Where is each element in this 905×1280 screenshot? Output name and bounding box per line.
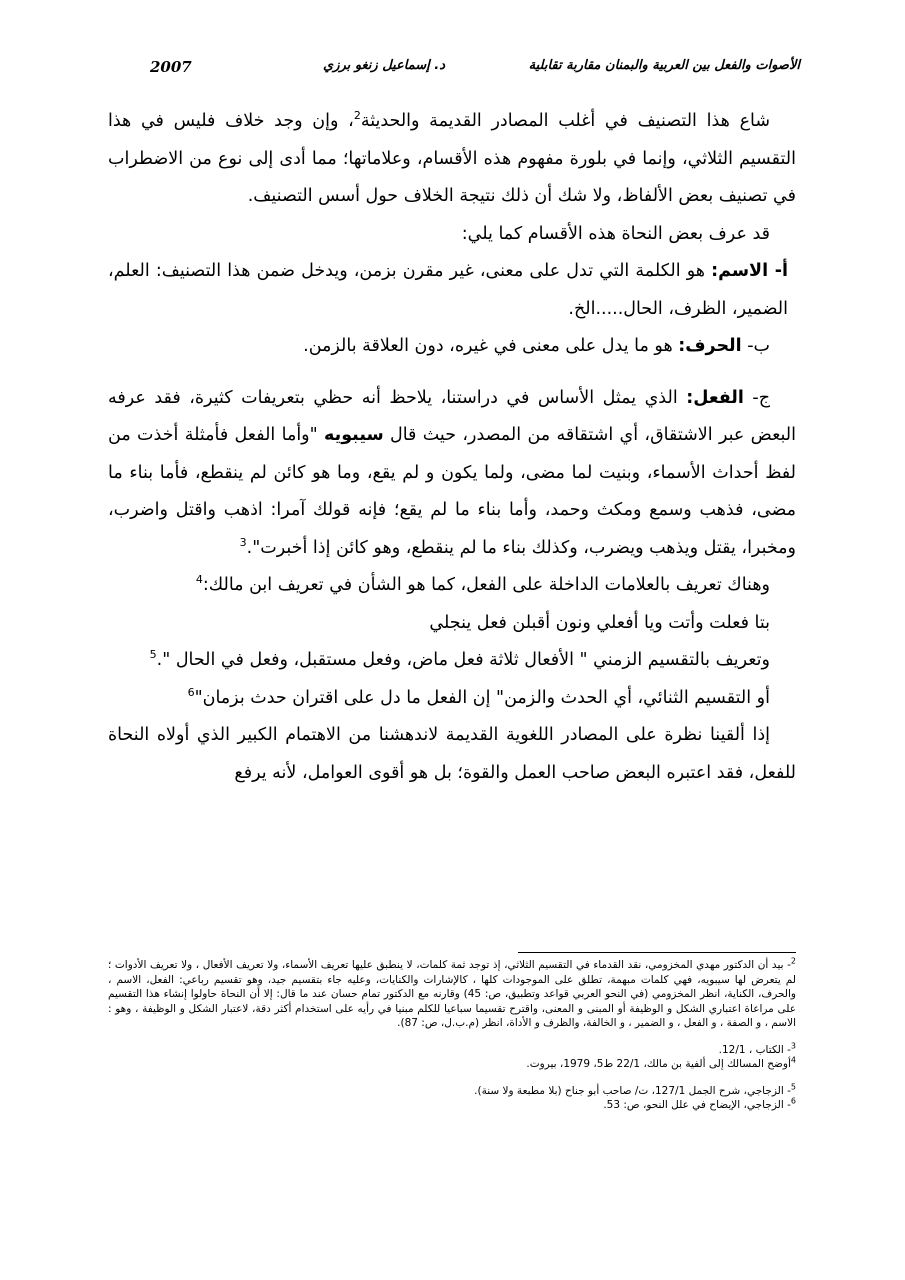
definition-verb: ج- الفعل: الذي يمثل الأساس في دراستنا، يلاحظ أنه حظي بتعريفات كثيرة، فقد عرفه البعض عبر الاشتقاق، أي اشتقاقه من المصدر، حيث قال سيبويه "وأما الفعل فأمثلة أخذت من لفظ أحداث الأسماء، وبنيت لما مضى، ولما يكون و لم يقع، وما هو كائن لم ينقطع، فأما بناء ما مضى، فذهب وسمع ومكث وحمد، وأما بناء ما لم يقع؛ فإنه قولك آمرا: اذهب واقتل واضرب، ومخبرا، يقتل ويذهب ويضرب، وكذلك بناء ما لم ينقطع، وهو كائن إذا أخبرت".$^3$ bbox=[108, 387, 796, 558]
header-year: 2007 bbox=[150, 58, 192, 76]
footnote-ref-4[interactable]: 4 bbox=[195, 573, 203, 587]
header-title: الأصوات والفعل بين العربية والبمنان مقاربة تقابلية bbox=[528, 58, 800, 73]
header-author: د. إسماعيل زنغو برزي bbox=[323, 58, 445, 73]
label-verb: الفعل: bbox=[686, 387, 744, 408]
verse-line: بتا فعلت وأتت ويا أفعلي ونون أقبلن فعل ينجلي bbox=[429, 612, 770, 633]
definition-particle: ب- الحرف: هو ما يدل على معنى في غيره، دون العلاقة بالزمن. bbox=[303, 336, 770, 356]
running-header bbox=[150, 58, 800, 80]
footnote-ref-2[interactable]: 2 bbox=[353, 109, 361, 123]
paragraph-closing: إذا ألقينا نظرة على المصادر اللغوية القديمة لاندهشنا من الاهتمام الكبير الذي أولاه النحاة للفعل، فقد اعتبره البعض صاحب العمل والقوة؛ بل هو أقوى العوامل، لأنه يرفع bbox=[108, 725, 796, 783]
footnote-ref-5[interactable]: 5 bbox=[149, 648, 157, 662]
footnote-separator bbox=[518, 952, 796, 953]
footnote-6: $^6$- الزجاجي، الإيضاح في علل النحو، ص: 53. bbox=[603, 1096, 796, 1111]
footnote-5: $^5$- الزجاجي، شرح الجمل 127/1، ت/ صاحب أبو جناح (بلا مطبعة ولا سنة). bbox=[474, 1082, 796, 1097]
label-particle: الحرف: bbox=[678, 336, 742, 356]
footnote-ref-3[interactable]: 3 bbox=[239, 535, 247, 549]
footnotes bbox=[108, 958, 796, 1113]
paragraph-temporal: وتعريف بالتقسيم الزمني " الأفعال ثلاثة فعل ماض، وفعل مستقبل، وفعل في الحال ".$^5$ bbox=[149, 648, 770, 670]
body-text bbox=[108, 103, 796, 792]
footnote-ref-6[interactable]: 6 bbox=[187, 685, 195, 699]
paragraph-1: شاع هذا التصنيف في أغلب المصادر القديمة والحديثة$^2$، وإن وجد خلاف فليس في هذا التقسيم الثلاثي، وإنما في بلورة مفهوم هذه الأقسام، وعلاماتها؛ مما أدى إلى نوع من الاضطراب في تصنيف بعض الألفاظ، ولا شك أن ذلك نتيجة الخلاف حول أسس التصنيف. bbox=[108, 109, 796, 206]
footnote-3: $^3$- الكتاب ، 12/1. bbox=[718, 1041, 796, 1056]
paragraph-binary: أو التقسيم الثنائي، أي الحدث والزمن" إن الفعل ما دل على اقتران حدث بزمان"$^6$ bbox=[187, 685, 770, 708]
footnote-2: $^2$- بيد أن الدكتور مهدي المخزومي، نقد القدماء في التقسيم الثلاثي، إذ توجد ثمة كلمات، لا ينطبق عليها تعريف الأسماء، ولا تعريف الأفعال ، ولا تعريف الأدوات ؛ لم يتعرض لها سيبويه، فهي كلمات مبهمة، تطلق على الموجودات كلها ، كالإشارات والكنايات، وعليه جاء بتقسيم جيد، وهو تقسيم رباعي: الفعل، الاسم ، والحرف، الكناية، انظر المخزومي (في النحو العربي قواعد وتطبيق، ص: 45) وقارنه مع الدكتور تمام حسان عند ما قال: إلا أن النحاة حاولوا إنشاء هذا التقسيم على مراعاة اعتباري الشكل و الوظيفة أو المبنى و المعنى، واقترح تقسيما سباعيا للكلم مبنيا في رأيه على استخدام أكثر دقة، لاعتبار الشكل و الوظيفة ، وهو : الاسم ، و الصفة ، و الفعل ، و الضمير ، و الخالفة، والظرف و الأداة، انظر (م.ب.ل، ص: 87). bbox=[108, 956, 796, 1029]
name-sibawayh: سيبويه bbox=[324, 425, 384, 445]
paragraph-2: قد عرف بعض النحاة هذه الأقسام كما يلي: bbox=[461, 223, 770, 244]
paragraph-ibn-malik: وهناك تعريف بالعلامات الداخلة على الفعل، كما هو الشأن في تعريف ابن مالك:$^4$ bbox=[195, 573, 770, 595]
label-noun: أ- الاسم: bbox=[711, 261, 788, 281]
footnote-4: $^4$أوضح المسالك إلى ألفية بن مالك، 22/1 ط5، 1979، بيروت. bbox=[526, 1055, 796, 1070]
definition-noun: أ- الاسم: هو الكلمة التي تدل على معنى، غير مقرن بزمن، ويدخل ضمن هذا التصنيف: العلم، الضمير، الظرف، الحال.....الخ. bbox=[108, 261, 788, 319]
